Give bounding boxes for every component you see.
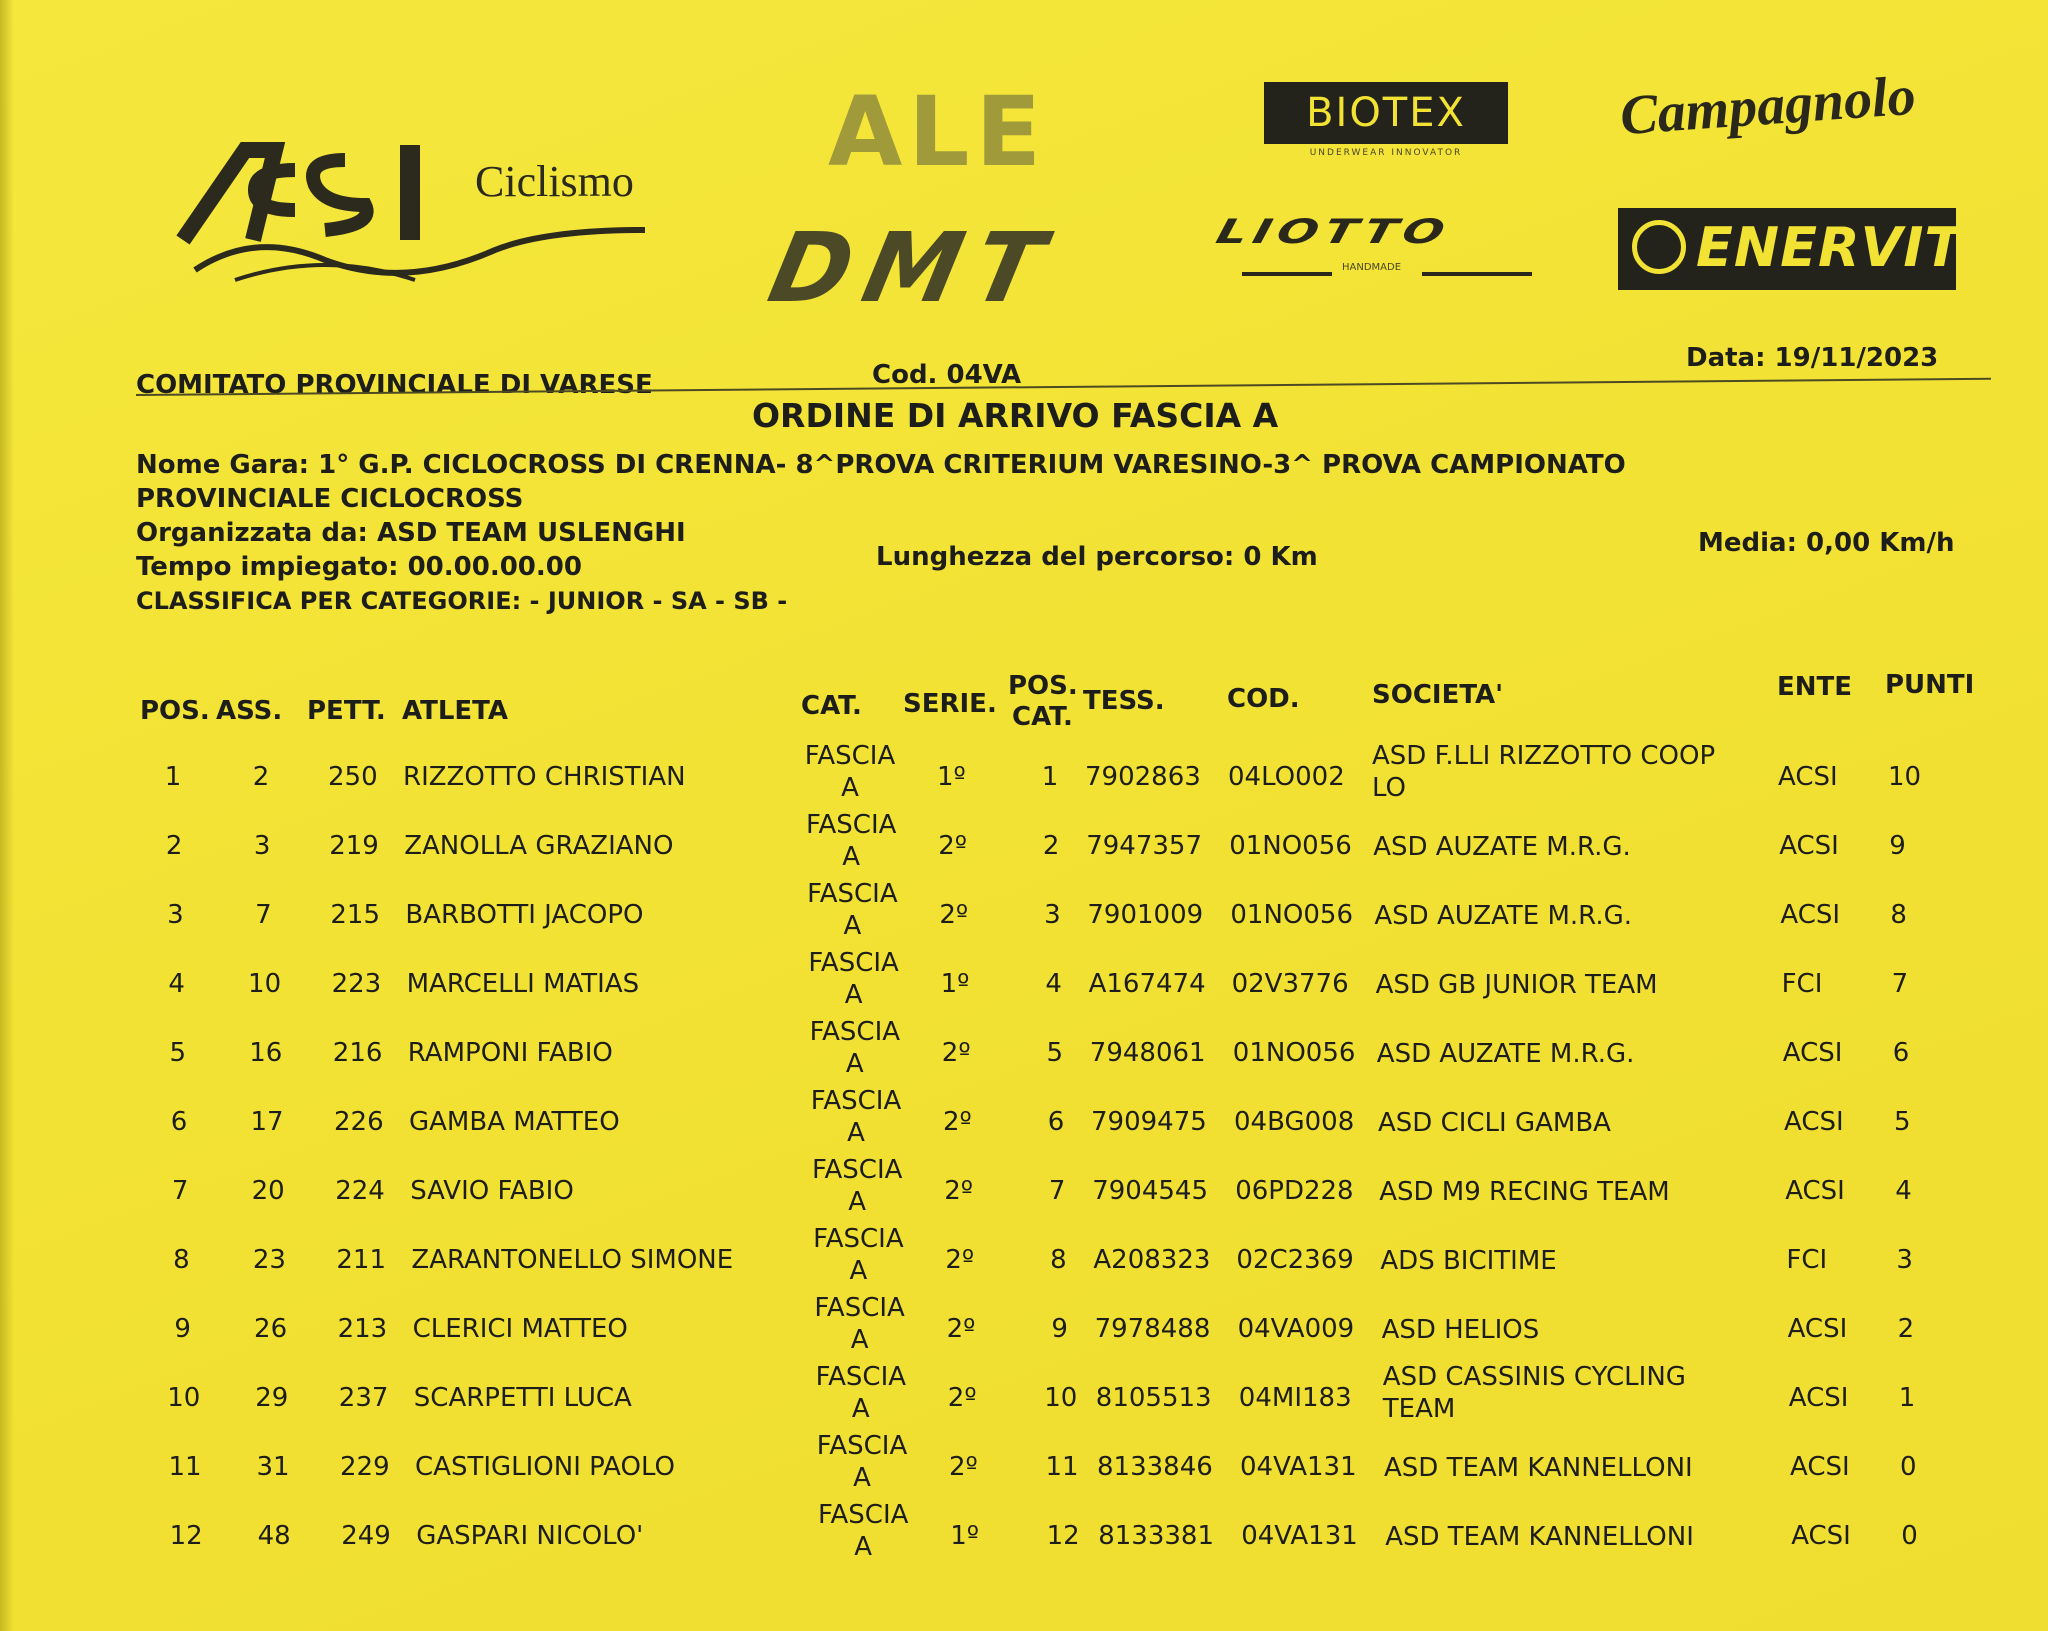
dmt-logo: DMT — [760, 212, 1067, 324]
cell-cat — [808, 1085, 904, 1149]
cell-pett: 213 — [337, 1314, 388, 1344]
cell-poscat: 2 — [1042, 831, 1060, 861]
cell-ente: FCI — [1786, 1245, 1828, 1275]
cell-atleta: BARBOTTI JACOPO — [405, 900, 644, 930]
cell-ass: 48 — [257, 1521, 291, 1551]
cell-pos: 5 — [169, 1038, 187, 1068]
committee: COMITATO PROVINCIALE DI VARESE — [136, 370, 653, 400]
cell-pett: 224 — [335, 1176, 385, 1206]
cell-atleta: ZANOLLA GRAZIANO — [404, 831, 674, 861]
cell-serie: 2º — [949, 1452, 978, 1482]
table-row — [0, 1223, 2048, 1291]
cell-punti: 6 — [1892, 1038, 1910, 1068]
col-cod: COD. — [1227, 684, 1300, 714]
cell-ass: 26 — [254, 1314, 288, 1344]
acsi-emblem-icon — [175, 130, 655, 290]
cell-atleta: RAMPONI FABIO — [407, 1038, 613, 1068]
cell-cat-line2: A — [848, 1187, 867, 1217]
cell-ass: 3 — [253, 831, 271, 861]
cell-societa: ASD CICLI GAMBA — [1378, 1108, 1611, 1138]
cell-tess: 7948061 — [1089, 1038, 1206, 1068]
cell-poscat: 6 — [1047, 1107, 1065, 1137]
cell-atleta: ZARANTONELLO SIMONE — [411, 1245, 734, 1275]
cell-punti: 9 — [1889, 831, 1906, 861]
cell-punti: 4 — [1895, 1176, 1912, 1206]
enervit-logo — [1618, 208, 1963, 290]
cell-atleta: GAMBA MATTEO — [409, 1107, 620, 1137]
cell-ente: ACSI — [1791, 1521, 1851, 1551]
cell-cod: 04VA131 — [1240, 1452, 1357, 1482]
cell-cat-line1: FASCIA — [810, 1086, 902, 1116]
cell-ass: 16 — [249, 1038, 283, 1068]
col-ass: ASS. — [216, 696, 283, 726]
average-speed: Media: 0,00 Km/h — [1698, 528, 1955, 558]
cell-pett: 250 — [328, 762, 378, 792]
cell-tess: 8133846 — [1097, 1452, 1213, 1482]
cell-pett: 229 — [340, 1452, 390, 1482]
cell-poscat: 10 — [1044, 1383, 1078, 1413]
cell-cat-line2: A — [847, 1118, 865, 1148]
cell-punti: 5 — [1894, 1107, 1911, 1137]
liotto-rule-right — [1422, 272, 1532, 276]
cell-pett: 237 — [338, 1383, 389, 1413]
cell-societa: ASD HELIOS — [1381, 1315, 1540, 1345]
cell-pos: 7 — [171, 1176, 189, 1206]
cell-serie: 2º — [944, 1176, 973, 1206]
cell-societa: ASD AUZATE M.R.G. — [1373, 832, 1631, 862]
organizer: Organizzata da: ASD TEAM USLENGHI — [136, 518, 686, 548]
liotto-wordmark: LIOTTO — [1212, 212, 1455, 252]
cell-atleta: RIZZOTTO CHRISTIAN — [403, 762, 686, 792]
cell-punti: 3 — [1896, 1245, 1913, 1275]
cell-atleta: SCARPETTI LUCA — [413, 1383, 632, 1413]
cell-atleta: CLERICI MATTEO — [412, 1314, 628, 1344]
cell-cod: 02V3776 — [1231, 969, 1349, 999]
cell-pett: 223 — [331, 969, 382, 999]
cell-serie: 2º — [945, 1245, 975, 1275]
col-pett: PETT. — [307, 696, 386, 726]
cell-cat-line1: FASCIA — [816, 1431, 908, 1461]
cell-societa: ASD TEAM KANNELLONI — [1384, 1453, 1693, 1483]
cell-ass: 17 — [250, 1107, 284, 1137]
cell-ente: ACSI — [1779, 831, 1839, 861]
cell-atleta: CASTIGLIONI PAOLO — [415, 1452, 675, 1482]
cell-cat-line1: FASCIA — [813, 1224, 904, 1254]
cell-ass: 10 — [248, 969, 282, 999]
cell-poscat: 12 — [1046, 1521, 1080, 1551]
category-list: CLASSIFICA PER CATEGORIE: - JUNIOR - SA - SB - — [136, 587, 788, 615]
cell-serie: 2º — [938, 831, 967, 861]
cell-ente: ACSI — [1778, 762, 1838, 792]
cell-cat-line1: FASCIA — [811, 1155, 903, 1185]
cell-cat-line2: A — [844, 980, 863, 1010]
cell-tess: 7904545 — [1092, 1176, 1208, 1206]
ale-logo: ALE — [828, 76, 1048, 188]
cell-cat-line2: A — [850, 1325, 869, 1355]
table-row — [0, 878, 2048, 946]
acsi-subtitle: Ciclismo — [475, 157, 634, 206]
cell-ass: 2 — [252, 762, 270, 792]
col-ente: ENTE — [1777, 672, 1853, 702]
cell-poscat: 5 — [1046, 1038, 1064, 1068]
race-name: Nome Gara: 1° G.P. CICLOCROSS DI CRENNA- 8^PROVA CRITERIUM VARESINO-3^ PROVA CAMPIONATO — [136, 450, 1626, 480]
cell-cod: 06PD228 — [1235, 1176, 1354, 1206]
cell-poscat: 7 — [1048, 1176, 1066, 1206]
cell-pett: 216 — [332, 1038, 383, 1068]
cell-ente: ACSI — [1788, 1383, 1849, 1413]
cell-tess: A208323 — [1093, 1245, 1211, 1275]
cell-cat — [812, 1292, 908, 1356]
cell-cat-line2: A — [843, 911, 862, 941]
cell-tess: 7902863 — [1085, 762, 1201, 792]
committee-code: Cod. 04VA — [872, 360, 1022, 390]
cell-poscat: 11 — [1045, 1452, 1079, 1482]
table-row — [0, 1154, 2048, 1222]
cell-ass: 20 — [251, 1176, 285, 1206]
table-row — [0, 1499, 2048, 1567]
cell-cat-line1: FASCIA — [805, 810, 897, 840]
table-row — [0, 1016, 2048, 1084]
cell-punti: 1 — [1898, 1383, 1916, 1413]
col-cat: CAT. — [801, 691, 862, 721]
cell-cod: 04BG008 — [1234, 1107, 1355, 1137]
cell-tess: 8133381 — [1098, 1521, 1214, 1551]
cell-serie: 2º — [946, 1314, 976, 1344]
cell-tess: A167474 — [1088, 969, 1206, 999]
col-societa: SOCIETA' — [1372, 680, 1504, 710]
cell-cat — [810, 1223, 906, 1287]
document-date: Data: 19/11/2023 — [1686, 343, 1939, 373]
cell-tess: 7978488 — [1094, 1314, 1211, 1344]
cell-serie: 2º — [939, 900, 969, 930]
cell-cat-line1: FASCIA — [804, 741, 896, 771]
cell-cat-line1: FASCIA — [817, 1500, 909, 1530]
cell-punti: 10 — [1888, 762, 1922, 792]
cell-ente: ACSI — [1790, 1452, 1850, 1482]
cell-ass: 29 — [255, 1383, 289, 1413]
col-serie: SERIE. — [903, 689, 997, 719]
page-title: ORDINE DI ARRIVO FASCIA A — [752, 396, 1279, 435]
cell-serie: 2º — [943, 1107, 972, 1137]
cell-punti: 7 — [1891, 969, 1909, 999]
biotex-logo — [1264, 82, 1508, 160]
cell-cat — [807, 1016, 903, 1080]
cell-ente: ACSI — [1785, 1176, 1845, 1206]
cell-cat-line2: A — [845, 1049, 864, 1079]
cell-societa: ADS BICITIME — [1380, 1246, 1557, 1276]
cell-cat-line2: A — [851, 1394, 870, 1424]
cell-atleta: MARCELLI MATIAS — [406, 969, 640, 999]
cell-cod: 04LO002 — [1228, 762, 1345, 792]
cell-cat-line2: A — [849, 1256, 868, 1286]
cell-punti: 0 — [1901, 1521, 1918, 1551]
cell-poscat: 4 — [1045, 969, 1062, 999]
cell-tess: 7909475 — [1091, 1107, 1207, 1137]
cell-pett: 219 — [329, 831, 379, 861]
cell-pos: 6 — [170, 1107, 188, 1137]
cell-tess: 7901009 — [1087, 900, 1204, 930]
cell-pos: 1 — [164, 762, 182, 792]
cell-cod: 01NO056 — [1230, 900, 1354, 930]
cell-atleta: GASPARI NICOLO' — [416, 1521, 644, 1551]
cell-cat — [804, 878, 900, 942]
cell-cat — [809, 1154, 905, 1218]
cell-cod: 04MI183 — [1238, 1383, 1352, 1413]
cell-pett: 226 — [334, 1107, 384, 1137]
cell-societa: ASD F.LLI RIZZOTTO COOP LO — [1372, 741, 1716, 803]
cell-cat — [806, 947, 902, 1011]
cell-cat — [814, 1430, 910, 1494]
cell-cat-line1: FASCIA — [808, 948, 899, 978]
cell-ente: ACSI — [1787, 1314, 1848, 1344]
cell-ente: ACSI — [1780, 900, 1841, 930]
cell-cat-line1: FASCIA — [814, 1293, 905, 1323]
cell-punti: 8 — [1890, 900, 1907, 930]
cell-ente: ACSI — [1782, 1038, 1843, 1068]
cell-pos: 3 — [167, 900, 184, 930]
cell-cod: 01NO056 — [1229, 831, 1352, 861]
cell-ass: 23 — [252, 1245, 286, 1275]
cell-poscat: 8 — [1050, 1245, 1067, 1275]
liotto-rule-left — [1242, 272, 1332, 276]
table-row — [0, 1361, 2048, 1429]
cell-ass: 7 — [255, 900, 272, 930]
table-row — [0, 1085, 2048, 1153]
col-atleta: ATLETA — [402, 696, 509, 726]
cell-cat — [802, 740, 898, 804]
cell-cat — [815, 1499, 911, 1563]
cell-pett: 249 — [341, 1521, 391, 1551]
cell-cod: 01NO056 — [1232, 1038, 1356, 1068]
cell-punti: 2 — [1897, 1314, 1915, 1344]
course-length: Lunghezza del percorso: 0 Km — [876, 542, 1318, 572]
cell-societa: ASD M9 RECING TEAM — [1379, 1177, 1670, 1207]
cell-cod: 04VA131 — [1241, 1521, 1358, 1551]
cell-poscat: 9 — [1051, 1314, 1068, 1344]
cell-poscat: 3 — [1044, 900, 1061, 930]
time-used: Tempo impiegato: 00.00.00.00 — [136, 552, 582, 582]
table-row — [0, 740, 2048, 808]
cell-pos: 9 — [174, 1314, 191, 1344]
cell-tess: 8105513 — [1095, 1383, 1212, 1413]
cell-ente: ACSI — [1784, 1107, 1844, 1137]
biotex-tagline: UNDERWEAR INNOVATOR — [1309, 148, 1463, 158]
col-poscat-2: CAT. — [1012, 702, 1073, 732]
cell-societa: ASD TEAM KANNELLONI — [1385, 1522, 1694, 1552]
cell-serie: 2º — [947, 1383, 977, 1413]
col-pos: POS. — [140, 696, 210, 726]
cell-atleta: SAVIO FABIO — [410, 1176, 574, 1206]
enervit-arrow-icon — [1632, 220, 1686, 274]
cell-pett: 215 — [330, 900, 381, 930]
cell-cod: 02C2369 — [1236, 1245, 1354, 1275]
cell-cat-line1: FASCIA — [809, 1017, 901, 1047]
cell-societa: ASD CASSINIS CYCLING TEAM — [1382, 1362, 1686, 1424]
cell-pos: 12 — [169, 1521, 203, 1551]
cell-pos: 10 — [167, 1383, 201, 1413]
race-name-cont: PROVINCIALE CICLOCROSS — [136, 484, 524, 514]
cell-serie: 2º — [941, 1038, 971, 1068]
cell-societa: ASD AUZATE M.R.G. — [1376, 1039, 1635, 1069]
cell-pos: 4 — [168, 969, 185, 999]
cell-pos: 11 — [168, 1452, 202, 1482]
cell-cat-line2: A — [854, 1532, 873, 1562]
cell-pos: 8 — [173, 1245, 190, 1275]
cell-cat — [813, 1361, 909, 1425]
cell-serie: 1º — [937, 762, 966, 792]
table-row — [0, 1430, 2048, 1498]
cell-cat-line1: FASCIA — [815, 1362, 907, 1392]
cell-pos: 2 — [165, 831, 183, 861]
col-tess: TESS. — [1083, 686, 1165, 716]
liotto-tagline: HANDMADE — [1342, 262, 1402, 273]
cell-serie: 1º — [940, 969, 970, 999]
cell-cod: 04VA009 — [1237, 1314, 1355, 1344]
cell-societa: ASD GB JUNIOR TEAM — [1375, 970, 1658, 1000]
biotex-wordmark: BIOTEX — [1264, 82, 1508, 144]
cell-cat-line1: FASCIA — [807, 879, 898, 909]
cell-tess: 7947357 — [1086, 831, 1202, 861]
cell-ass: 31 — [256, 1452, 290, 1482]
cell-serie: 1º — [950, 1521, 979, 1551]
table-row — [0, 947, 2048, 1015]
cell-poscat: 1 — [1041, 762, 1059, 792]
cell-societa: ASD AUZATE M.R.G. — [1374, 901, 1632, 931]
campagnolo-logo: Campagnolo — [1618, 64, 1918, 148]
col-punti: PUNTI — [1885, 670, 1975, 700]
acsi-logo — [175, 130, 655, 290]
cell-cat-line2: A — [841, 773, 859, 803]
col-poscat-1: POS. — [1008, 671, 1078, 701]
table-row — [0, 1292, 2048, 1360]
cell-cat-line2: A — [853, 1463, 871, 1493]
cell-pett: 211 — [336, 1245, 387, 1275]
cell-cat — [803, 809, 899, 873]
cell-cat-line2: A — [842, 842, 861, 872]
liotto-logo — [1212, 212, 1552, 292]
cell-ente: FCI — [1781, 969, 1823, 999]
cell-punti: 0 — [1900, 1452, 1917, 1482]
table-row — [0, 809, 2048, 877]
enervit-wordmark: ENERVIT — [1696, 216, 1963, 279]
